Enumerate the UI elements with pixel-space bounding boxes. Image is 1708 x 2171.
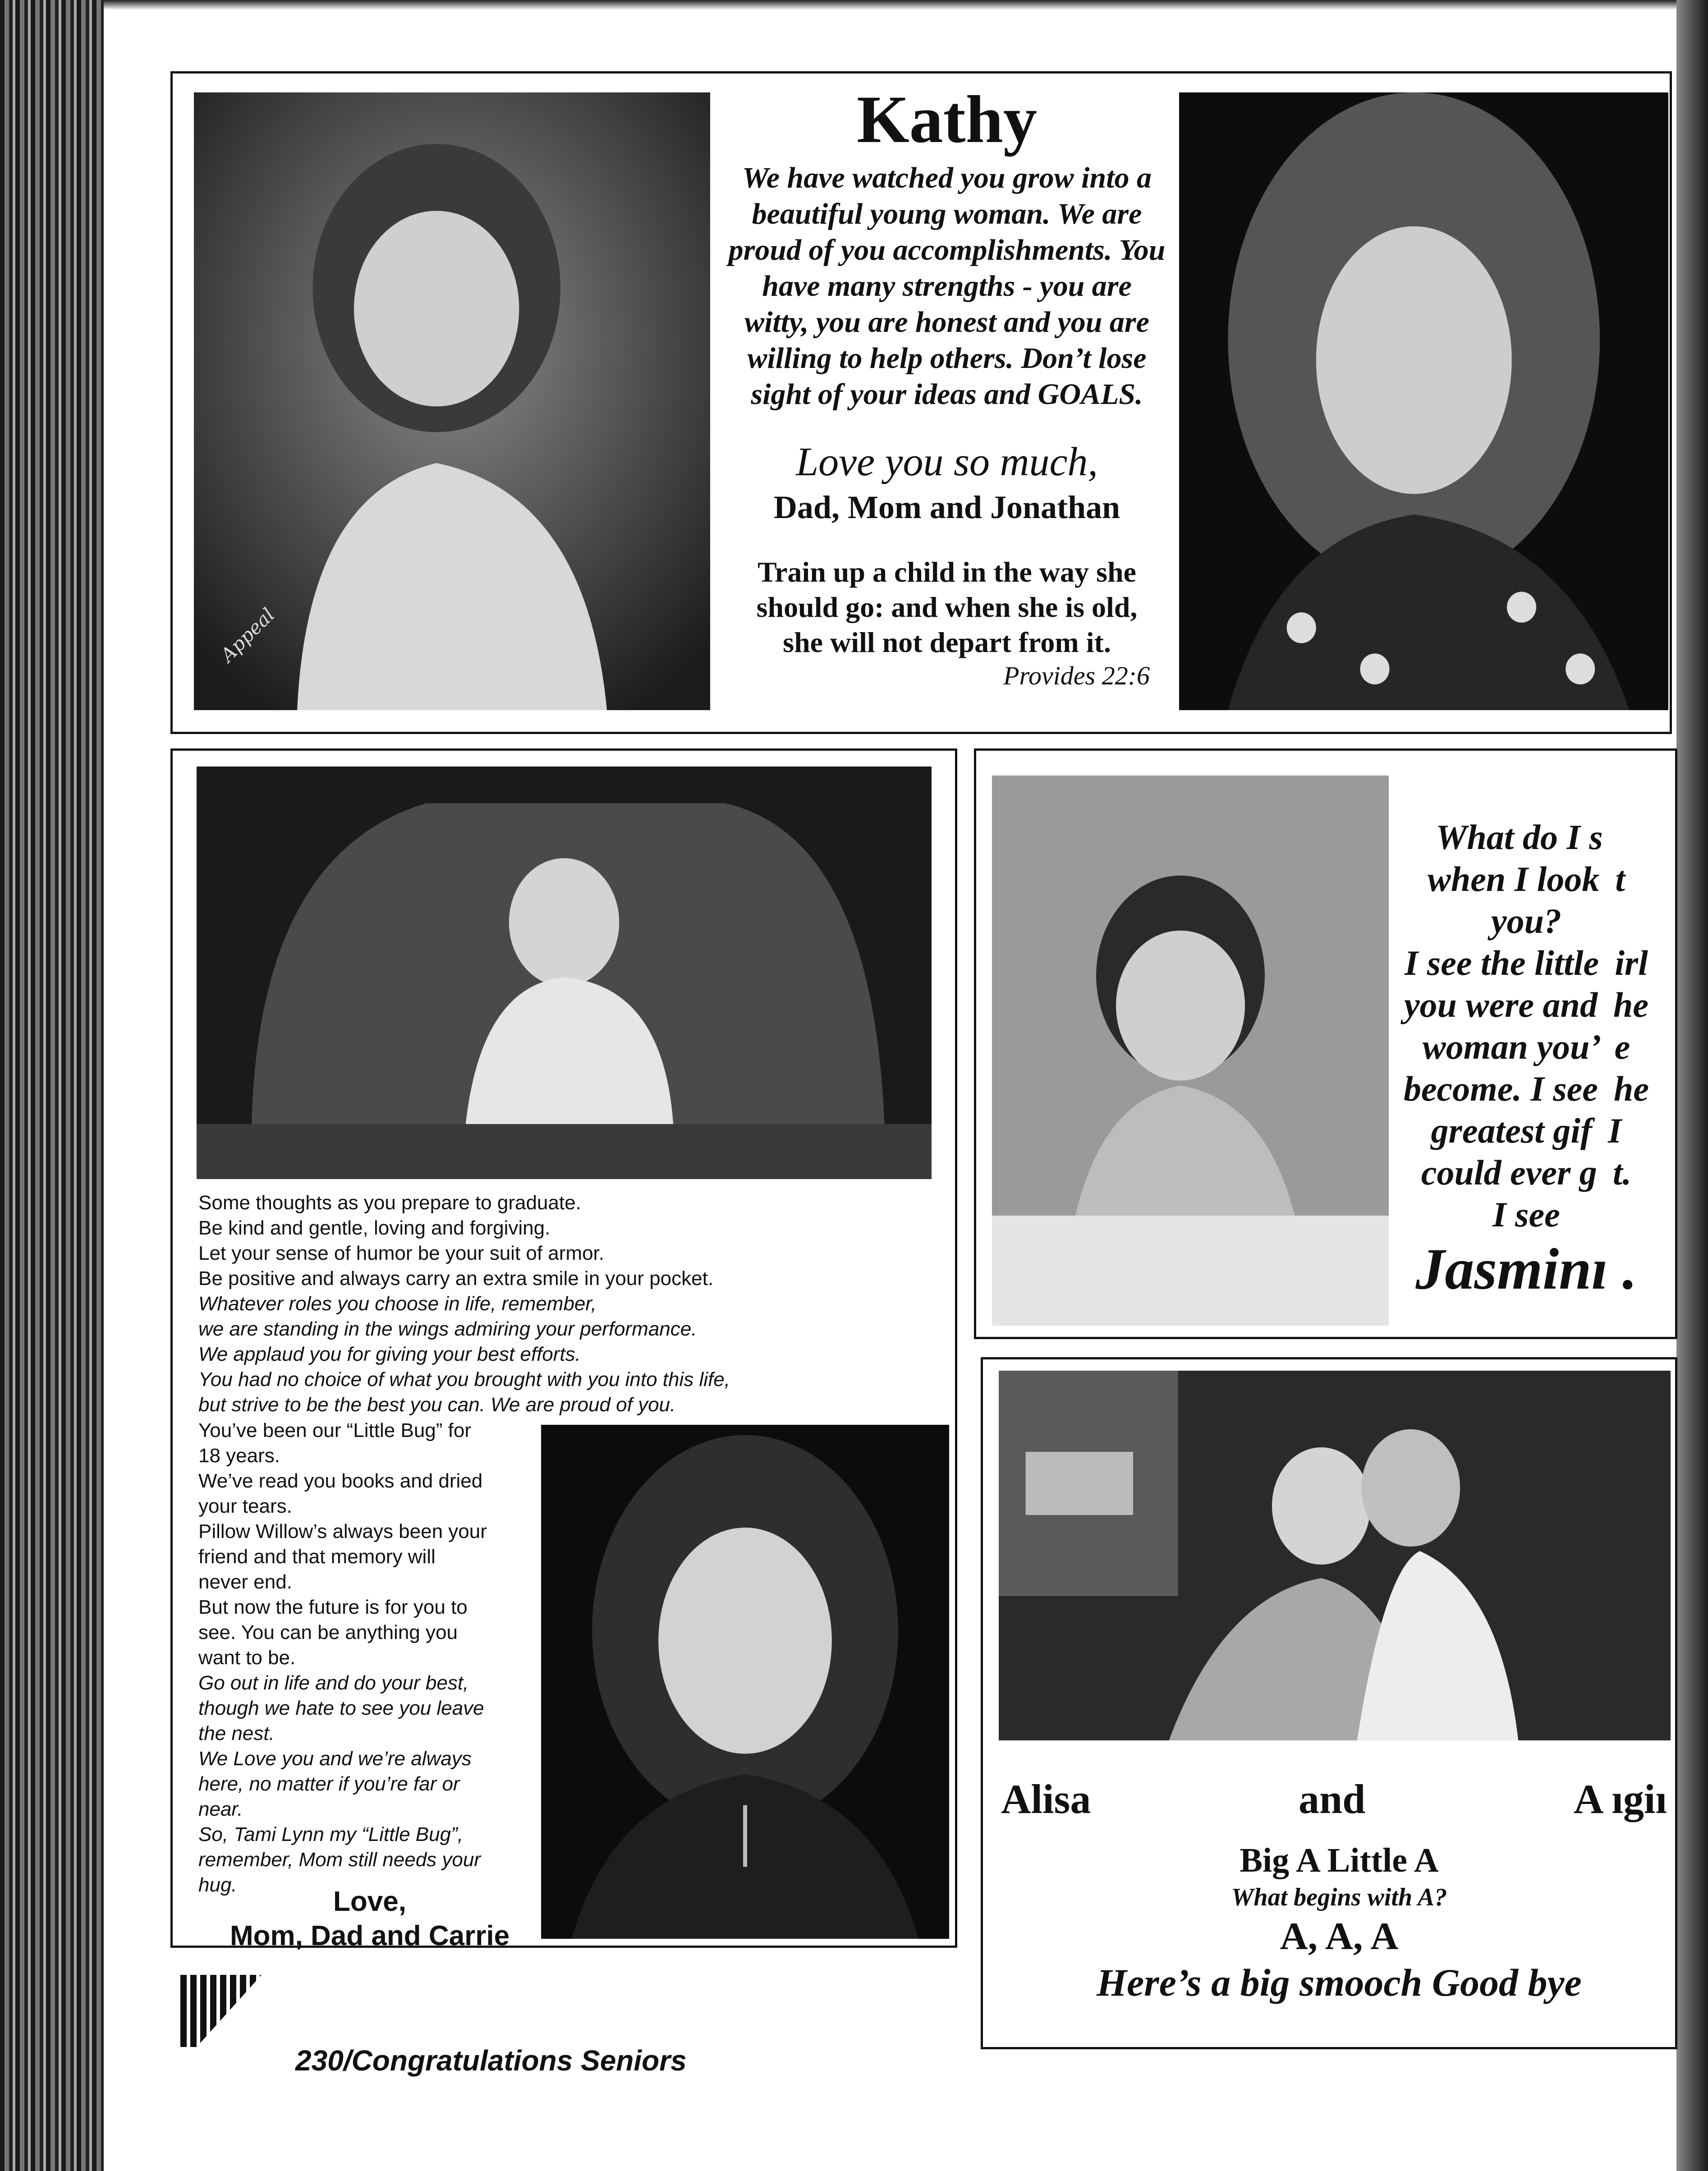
tami-thoughts-line: we are standing in the wings admiring your performance. <box>198 1318 697 1340</box>
jasmine-poem-line: when I look t <box>1427 859 1625 899</box>
kathy-message-line: We have watched you grow into a <box>742 161 1152 194</box>
alisa-angie-names <box>1001 1774 1677 1824</box>
tami-bug-line: the nest. <box>198 1722 275 1744</box>
kathy-message <box>717 160 1177 413</box>
kathy-message-line: sight of your ideas and GOALS. <box>751 378 1143 411</box>
tami-bug-line: remember, Mom still needs your <box>198 1849 481 1871</box>
tami-bug-line: Pillow Willow’s always been your <box>198 1520 487 1542</box>
jasmine-poem-line: you were and he <box>1404 985 1649 1024</box>
kathy-message-line: witty, you are honest and you are <box>744 306 1149 339</box>
tami-senior-photo <box>541 1425 949 1939</box>
kathy-message-line: have many strengths - you are <box>762 270 1132 303</box>
tami-bug-line: here, no matter if you’re far or <box>198 1773 460 1795</box>
tami-bug-line: hug. <box>198 1874 237 1896</box>
kathy-verse <box>717 555 1177 660</box>
kathy-love-line: Love you so much, <box>796 440 1098 484</box>
kathy-senior-photo <box>1179 92 1668 710</box>
page-right-shadow <box>1676 0 1708 2171</box>
jasmine-name: Jasminı . <box>1415 1237 1637 1302</box>
kathy-verse-line: should go: and when she is old, <box>756 591 1138 623</box>
kathy-verse-line: she will not depart from it. <box>783 626 1111 658</box>
tami-bug-line: near. <box>198 1798 243 1820</box>
tami-bug-line: friend and that memory will <box>198 1546 436 1568</box>
tami-signed-line: Mom, Dad and Carrie <box>230 1920 510 1951</box>
kathy-message-line: proud of you accomplishments. You <box>728 234 1166 266</box>
tami-bug-line: But now the future is for you to <box>198 1596 468 1618</box>
tami-bug-line: We Love you and we’re always <box>198 1748 472 1770</box>
kathy-signed: Dad, Mom and Jonathan <box>773 489 1120 525</box>
page-footer-label: 230/Congratulations Seniors <box>295 2044 687 2077</box>
tami-thoughts-line: Be positive and always carry an extra smile in your pocket. <box>198 1267 714 1290</box>
tami-thoughts-line: We applaud you for giving your best efforts. <box>198 1343 581 1365</box>
tami-thoughts-line: Some thoughts as you prepare to graduate. <box>198 1192 581 1214</box>
tami-bug-line: 18 years. <box>198 1445 280 1467</box>
angie-name: A ıgiı <box>1574 1776 1667 1822</box>
good-bye-line: Here’s a big smooch Good bye <box>1097 1961 1582 2004</box>
kathy-name-heading: Kathy <box>856 82 1038 157</box>
tami-thoughts-line: Let your sense of humor be your suit of armor. <box>198 1242 605 1264</box>
tami-bug-line: Go out in life and do your best, <box>198 1672 469 1694</box>
jasmine-poem-line: I see <box>1492 1195 1560 1234</box>
tami-thoughts-text <box>198 1190 942 1418</box>
studio-signature: Appeal <box>216 603 279 666</box>
tami-bug-line: your tears. <box>198 1495 292 1517</box>
kathy-verse-reference: Provides 22:6 <box>1003 661 1150 690</box>
kathy-verse-line: Train up a child in the way she <box>758 556 1136 588</box>
kathy-message-line: beautiful young woman. We are <box>752 197 1142 230</box>
tami-bug-line: never end. <box>198 1571 292 1593</box>
jasmine-poem-line: greatest gif I <box>1431 1111 1622 1150</box>
page-number-graphic <box>180 1975 262 2047</box>
jasmine-poem-line: woman you’ e <box>1422 1027 1630 1066</box>
a-a-a: A, A, A <box>1280 1914 1399 1958</box>
jasmine-poem-line: could ever g t. <box>1421 1153 1632 1192</box>
tami-love-line: Love, <box>333 1886 406 1917</box>
jasmine-poem-line: I see the little irl <box>1405 943 1648 982</box>
tami-little-bug-text <box>198 1418 532 1898</box>
alisa-angie-caption <box>1001 1840 1677 2006</box>
tami-baby-photo <box>197 767 932 1179</box>
big-a-little-a: Big A Little A <box>1240 1841 1439 1879</box>
page-top-shadow <box>104 0 1676 10</box>
tami-thoughts-line: Whatever roles you choose in life, remember, <box>198 1293 597 1315</box>
and-word: and <box>1299 1776 1366 1822</box>
jasmine-poem-line: you? <box>1491 901 1561 941</box>
kathy-text-block <box>717 81 1177 721</box>
alisa-name: Alisa <box>1001 1776 1091 1822</box>
tami-bug-line: So, Tami Lynn my “Little Bug”, <box>198 1823 463 1845</box>
tami-bug-line: We’ve read you books and dried <box>198 1470 483 1492</box>
tami-bug-line: You’ve been our “Little Bug” for <box>198 1419 471 1441</box>
tami-bug-line: see. You can be anything you <box>198 1621 458 1643</box>
kathy-message-line: willing to help others. Don’t lose <box>747 342 1147 375</box>
jasmine-poem <box>1380 816 1673 1303</box>
tami-thoughts-line: Be kind and gentle, loving and forgiving. <box>198 1217 551 1239</box>
tami-bug-line: want to be. <box>198 1647 296 1669</box>
tami-bug-line: though we hate to see you leave <box>198 1697 484 1719</box>
jasmine-baby-photo <box>992 776 1389 1326</box>
book-binding-edge <box>0 0 104 2171</box>
tami-thoughts-line: You had no choice of what you brought with you into this life, <box>198 1368 730 1391</box>
tami-thoughts-line: but strive to be the best you can. We are proud of you. <box>198 1394 676 1416</box>
jasmine-poem-line: What do I s <box>1436 817 1617 857</box>
alisa-angie-photo <box>999 1371 1671 1740</box>
jasmine-poem-line: become. I see he <box>1403 1069 1649 1108</box>
tami-signature <box>198 1885 541 1953</box>
what-begins-with-a: What begins with A? <box>1231 1883 1447 1911</box>
